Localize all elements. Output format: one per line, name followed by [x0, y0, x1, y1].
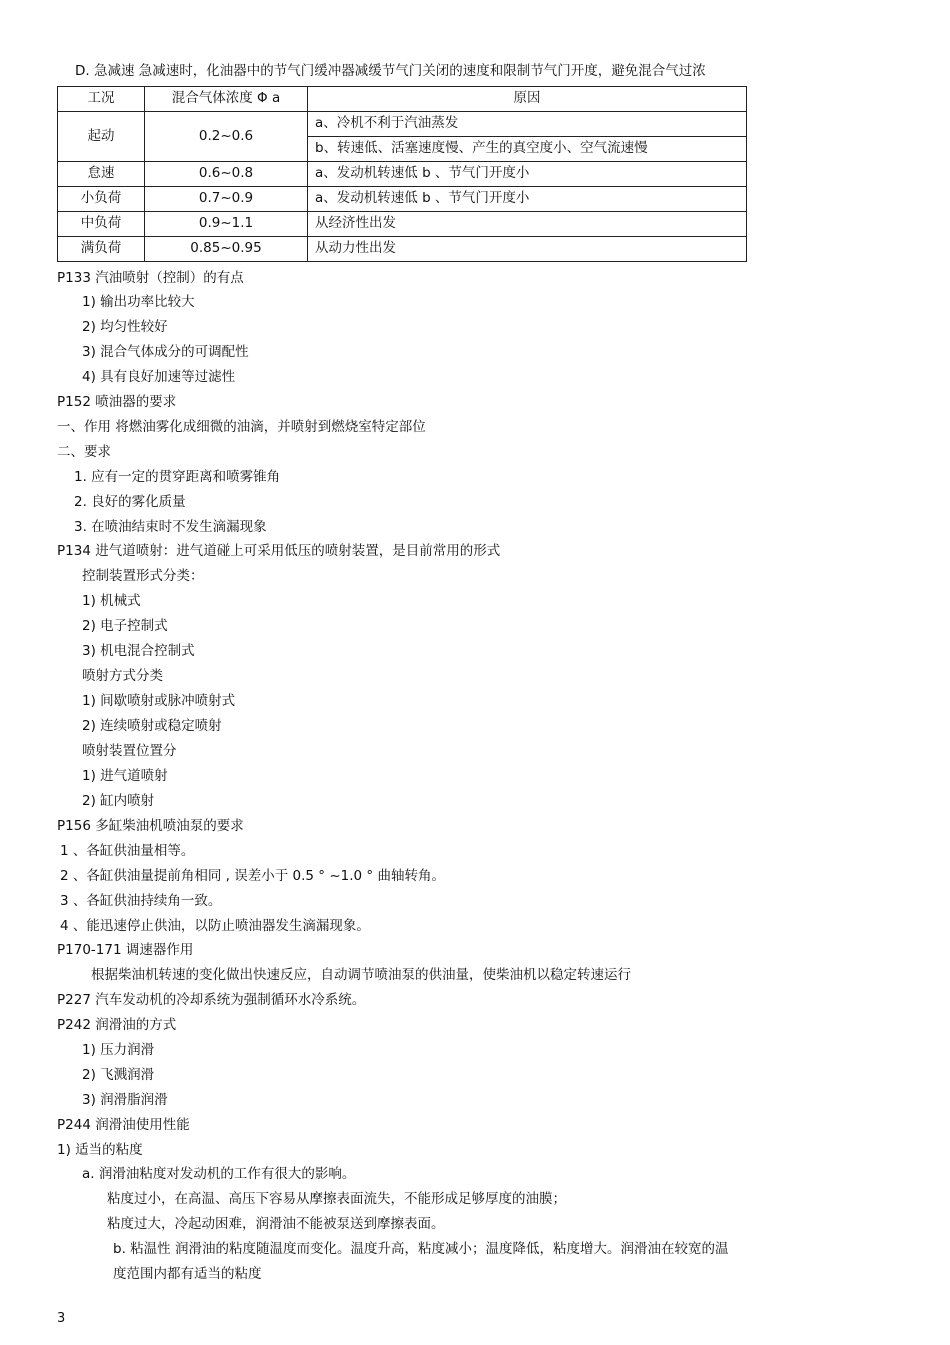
cell-reason: b、转速低、活塞速度慢、产生的真空度小、空气流速慢	[308, 137, 747, 162]
list-item: 3. 在喷油结束时不发生滴漏现象	[74, 519, 267, 535]
list-item: 1 、各缸供油量相等。	[60, 843, 195, 859]
paragraph: 粘度过大，冷起动困难，润滑油不能被泵送到摩擦表面。	[107, 1216, 445, 1232]
header-concentration: 混合气体浓度 Φ a	[145, 87, 308, 112]
list-item: 2. 良好的雾化质量	[74, 494, 186, 510]
table-row	[58, 112, 747, 137]
section-heading: P227 汽车发动机的冷却系统为强制循环水冷系统。	[57, 992, 366, 1008]
cell-reason: 从动力性出发	[308, 237, 747, 262]
page-number: 3	[57, 1311, 66, 1326]
cell-condition: 小负荷	[58, 187, 145, 212]
list-item: 3) 润滑脂润滑	[82, 1092, 168, 1108]
section-heading: P156 多缸柴油机喷油泵的要求	[57, 818, 244, 834]
cell-condition: 中负荷	[58, 212, 145, 237]
list-item: 2) 缸内喷射	[82, 793, 155, 809]
list-item: 2) 电子控制式	[82, 618, 168, 634]
cell-reason: a、冷机不利于汽油蒸发	[308, 112, 747, 137]
section-heading: P133 汽油喷射（控制）的有点	[57, 270, 244, 286]
list-item: 4) 具有良好加速等过滤性	[82, 369, 236, 385]
table-header-row	[58, 87, 747, 112]
section-heading: P242 润滑油的方式	[57, 1017, 177, 1033]
list-item: 2) 连续喷射或稳定喷射	[82, 718, 222, 734]
table-row	[58, 212, 747, 237]
paragraph: 根据柴油机转速的变化做出快速反应，自动调节喷油泵的供油量，使柴油机以稳定转速运行	[91, 967, 631, 983]
list-item: 2) 飞溅润滑	[82, 1067, 155, 1083]
paragraph: 二、要求	[57, 444, 111, 460]
cell-value: 0.7~0.9	[145, 187, 308, 212]
list-item: 1) 进气道喷射	[82, 768, 168, 784]
section-heading: P170-171 调速器作用	[57, 942, 194, 958]
list-item: 2) 均匀性较好	[82, 319, 168, 335]
list-item: 3 、各缸供油持续角一致。	[60, 893, 222, 909]
table-row	[58, 187, 747, 212]
cell-reason: a、发动机转速低 b 、节气门开度小	[308, 187, 747, 212]
intro-line: D. 急减速 急减速时，化油器中的节气门缓冲器减缓节气门关闭的速度和限制节气门开度，避免混合气过浓	[75, 63, 706, 79]
cell-condition: 怠速	[58, 162, 145, 187]
table-row	[58, 162, 747, 187]
cell-reason: 从经济性出发	[308, 212, 747, 237]
cell-value: 0.2~0.6	[145, 112, 308, 162]
paragraph: 度范围内都有适当的粘度	[113, 1266, 262, 1282]
section-heading: P134 进气道喷射：进气道碰上可采用低压的喷射装置，是目前常用的形式	[57, 543, 501, 559]
header-condition: 工况	[58, 87, 145, 112]
cell-value: 0.85~0.95	[145, 237, 308, 262]
section-heading: P244 润滑油使用性能	[57, 1117, 190, 1133]
list-item: 1) 输出功率比较大	[82, 294, 195, 310]
section-heading: P152 喷油器的要求	[57, 394, 177, 410]
paragraph: 粘度过小，在高温、高压下容易从摩擦表面流失，不能形成足够厚度的油膜；	[107, 1191, 566, 1207]
cell-condition: 起动	[58, 112, 145, 162]
list-item: 2 、各缸供油量提前角相同 , 误差小于 0.5 ° ~1.0 ° 曲轴转角。	[60, 868, 445, 884]
cell-value: 0.9~1.1	[145, 212, 308, 237]
subheading: 喷射方式分类	[82, 668, 163, 684]
subheading: 喷射装置位置分	[82, 743, 177, 759]
paragraph: b. 粘温性 润滑油的粘度随温度而变化。温度升高，粘度减小；温度降低，粘度增大。润滑油在较宽的温	[113, 1241, 729, 1257]
list-item: 1) 适当的粘度	[57, 1142, 143, 1158]
paragraph: 一、作用 将燃油雾化成细微的油滴，并喷射到燃烧室特定部位	[57, 419, 426, 435]
cell-value: 0.6~0.8	[145, 162, 308, 187]
list-item: 1) 机械式	[82, 593, 141, 609]
header-reason: 原因	[308, 87, 747, 112]
cell-reason: a、发动机转速低 b 、节气门开度小	[308, 162, 747, 187]
cell-condition: 满负荷	[58, 237, 145, 262]
list-item: 3) 机电混合控制式	[82, 643, 195, 659]
list-item: 1) 压力润滑	[82, 1042, 155, 1058]
list-item: 1) 间歇喷射或脉冲喷射式	[82, 693, 236, 709]
list-item: a. 润滑油粘度对发动机的工作有很大的影响。	[82, 1166, 356, 1182]
list-item: 1. 应有一定的贯穿距离和喷雾锥角	[74, 469, 281, 485]
table-row	[58, 237, 747, 262]
list-item: 4 、能迅速停止供油，以防止喷油器发生滴漏现象。	[60, 918, 370, 934]
mixture-condition-table	[57, 86, 747, 262]
subheading: 控制装置形式分类：	[82, 568, 204, 584]
list-item: 3) 混合气体成分的可调配性	[82, 344, 249, 360]
